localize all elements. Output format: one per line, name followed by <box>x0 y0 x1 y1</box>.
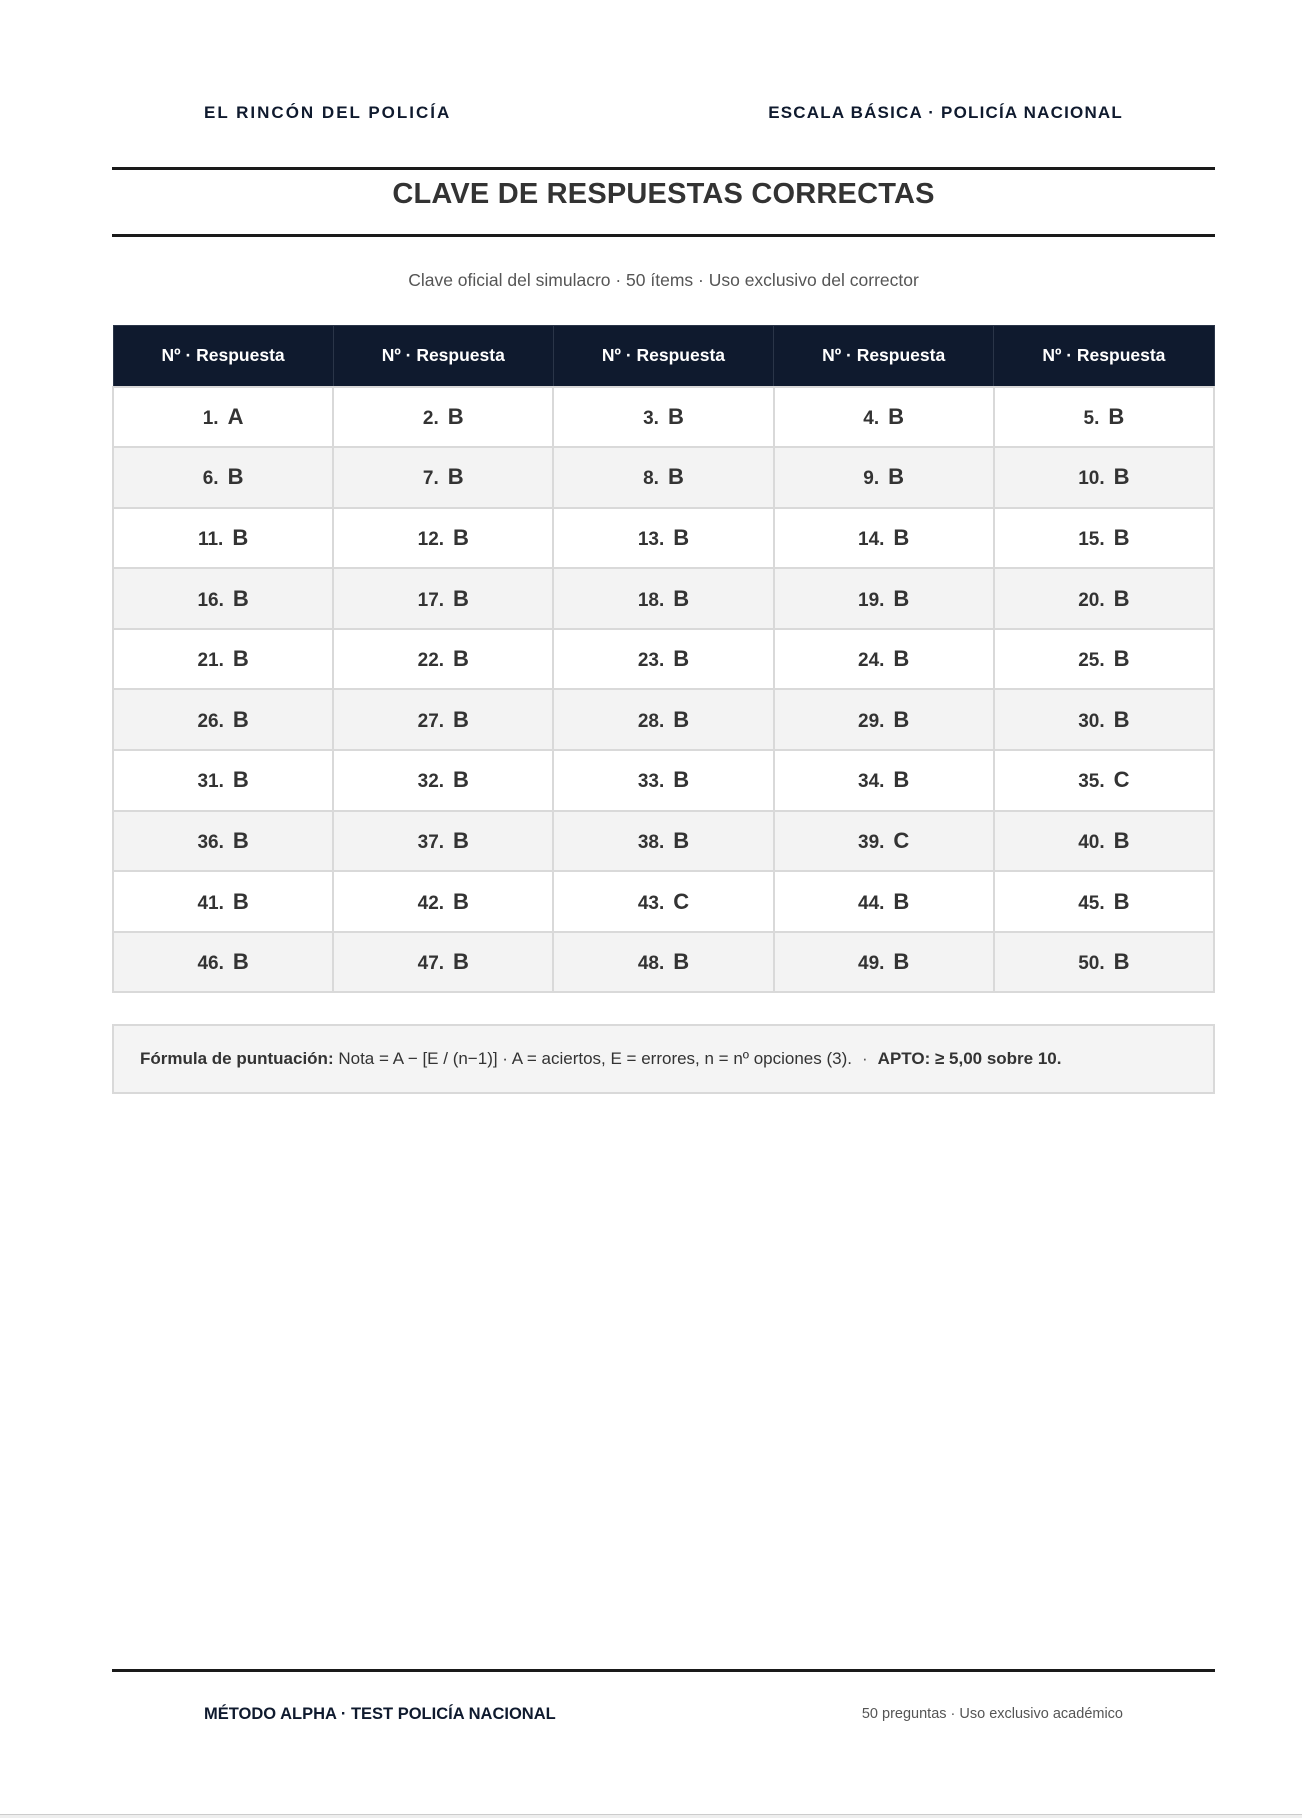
exam-scale: ESCALA BÁSICA · POLICÍA NACIONAL <box>768 103 1123 122</box>
question-number: 40. <box>1078 831 1105 853</box>
answer-cell <box>113 568 333 629</box>
question-number: 7. <box>422 468 439 490</box>
answer-cell <box>774 689 994 750</box>
page-title: CLAVE DE RESPUESTAS CORRECTAS <box>392 178 935 210</box>
question-number: 36. <box>197 831 224 853</box>
answer-cell <box>333 508 553 569</box>
question-number: 2. <box>422 407 439 429</box>
correct-answer: B <box>453 827 469 853</box>
answer-key-table <box>112 325 1215 993</box>
question-number: 15. <box>1078 528 1105 550</box>
scoring-formula-box <box>112 1024 1215 1094</box>
question-number: 12. <box>417 528 445 550</box>
question-number: 48. <box>637 953 665 975</box>
correct-answer: B <box>232 646 249 672</box>
question-number: 11. <box>197 528 224 550</box>
correct-answer: B <box>893 949 910 975</box>
table-body <box>113 387 1214 993</box>
correct-answer: B <box>453 585 469 611</box>
answer-cell <box>333 629 553 690</box>
correct-answer: C <box>1113 767 1130 793</box>
answer-cell <box>333 932 553 993</box>
question-number: 25. <box>1078 650 1105 672</box>
footer-method: MÉTODO ALPHA · TEST POLICÍA NACIONAL <box>204 1704 556 1723</box>
correct-answer: B <box>1113 464 1130 490</box>
answer-cell <box>994 932 1214 993</box>
table-row <box>113 871 1214 932</box>
question-number: 50. <box>1078 953 1105 975</box>
correct-answer: B <box>227 464 244 490</box>
table-header-row <box>113 326 1214 387</box>
viewer-bottom-edge <box>0 1814 1302 1818</box>
correct-answer: B <box>1113 524 1130 550</box>
answer-cell <box>553 508 773 569</box>
correct-answer: B <box>232 767 249 793</box>
answer-cell <box>774 568 994 629</box>
table-row <box>113 508 1214 569</box>
question-number: 38. <box>637 831 665 853</box>
correct-answer: B <box>1113 706 1130 732</box>
question-number: 19. <box>858 589 885 611</box>
correct-answer: B <box>673 767 690 793</box>
question-number: 29. <box>858 710 885 732</box>
answer-cell <box>553 750 773 811</box>
table-row <box>113 568 1214 629</box>
question-number: 37. <box>417 831 445 853</box>
correct-answer: B <box>1113 646 1130 672</box>
correct-answer: B <box>673 585 690 611</box>
answer-cell <box>333 871 553 932</box>
formula-text: Nota = A − [E / (n−1)] · A = aciertos, E = errores, n = nº opciones (3). <box>338 1049 852 1068</box>
question-number: 34. <box>858 771 885 793</box>
question-number: 9. <box>863 468 880 490</box>
answer-cell <box>113 629 333 690</box>
answer-cell <box>553 387 773 448</box>
question-number: 8. <box>643 468 659 490</box>
question-number: 26. <box>197 710 224 732</box>
answer-cell <box>774 932 994 993</box>
answer-cell <box>113 387 333 448</box>
table-row <box>113 932 1214 993</box>
column-header: Nº · Respuesta <box>994 326 1214 387</box>
correct-answer: B <box>232 949 249 975</box>
correct-answer: B <box>453 706 469 732</box>
answer-cell <box>333 568 553 629</box>
question-number: 13. <box>637 528 665 550</box>
table-row <box>113 811 1214 872</box>
question-number: 27. <box>417 710 445 732</box>
question-number: 33. <box>637 771 665 793</box>
question-number: 45. <box>1078 892 1105 914</box>
answer-cell <box>333 750 553 811</box>
question-number: 35. <box>1078 771 1105 793</box>
correct-answer: B <box>232 827 249 853</box>
table-row <box>113 387 1214 448</box>
question-number: 30. <box>1078 710 1105 732</box>
column-header: Nº · Respuesta <box>113 326 333 387</box>
answer-cell <box>994 387 1214 448</box>
question-number: 5. <box>1083 407 1100 429</box>
correct-answer: B <box>1113 949 1130 975</box>
question-number: 44. <box>858 892 885 914</box>
question-number: 4. <box>863 407 880 429</box>
correct-answer: B <box>673 949 690 975</box>
answer-cell <box>994 447 1214 508</box>
question-number: 31. <box>197 771 224 793</box>
answer-cell <box>553 689 773 750</box>
answer-cell <box>333 811 553 872</box>
apto-threshold: APTO: ≥ 5,00 sobre 10. <box>877 1049 1062 1068</box>
correct-answer: B <box>453 949 469 975</box>
question-number: 22. <box>417 650 445 672</box>
correct-answer: B <box>232 706 249 732</box>
answer-cell <box>113 689 333 750</box>
answer-cell <box>774 508 994 569</box>
question-number: 3. <box>643 407 659 429</box>
formula-separator: · <box>862 1049 868 1068</box>
question-number: 49. <box>858 953 885 975</box>
question-number: 39. <box>858 831 885 853</box>
column-header: Nº · Respuesta <box>553 326 773 387</box>
question-number: 41. <box>197 892 224 914</box>
question-number: 24. <box>858 650 885 672</box>
correct-answer: B <box>447 464 464 490</box>
correct-answer: B <box>453 888 469 914</box>
question-number: 6. <box>202 468 219 490</box>
answer-cell <box>113 871 333 932</box>
correct-answer: B <box>893 888 910 914</box>
correct-answer: B <box>1113 585 1130 611</box>
answer-cell <box>994 629 1214 690</box>
formula-label: Fórmula de puntuación: <box>140 1049 334 1068</box>
correct-answer: B <box>232 585 249 611</box>
correct-answer: C <box>893 827 910 853</box>
answer-cell <box>774 811 994 872</box>
answer-cell <box>994 750 1214 811</box>
table-row <box>113 750 1214 811</box>
answer-cell <box>553 568 773 629</box>
column-header: Nº · Respuesta <box>774 326 994 387</box>
answer-cell <box>774 387 994 448</box>
correct-answer: B <box>673 524 690 550</box>
page-subtitle: Clave oficial del simulacro · 50 ítems · Uso exclusivo del corrector <box>408 270 919 290</box>
table-row <box>113 629 1214 690</box>
correct-answer: B <box>667 403 684 429</box>
answer-cell <box>994 508 1214 569</box>
answer-cell <box>333 447 553 508</box>
correct-answer: B <box>893 646 910 672</box>
answer-cell <box>994 689 1214 750</box>
question-number: 23. <box>637 650 665 672</box>
answer-cell <box>333 387 553 448</box>
correct-answer: B <box>232 524 249 550</box>
answer-cell <box>113 447 333 508</box>
correct-answer: B <box>667 464 684 490</box>
answer-cell <box>553 811 773 872</box>
correct-answer: B <box>673 706 690 732</box>
page-header <box>204 101 1123 125</box>
correct-answer: B <box>1108 403 1125 429</box>
answer-cell <box>113 508 333 569</box>
question-number: 46. <box>197 953 224 975</box>
answer-cell <box>553 871 773 932</box>
question-number: 18. <box>637 589 665 611</box>
answer-cell <box>994 811 1214 872</box>
answer-cell <box>774 629 994 690</box>
question-number: 16. <box>197 589 224 611</box>
correct-answer: B <box>673 827 690 853</box>
table-row <box>113 689 1214 750</box>
page-footer <box>204 1703 1123 1725</box>
answer-cell <box>994 568 1214 629</box>
correct-answer: B <box>447 403 464 429</box>
answer-cell <box>553 629 773 690</box>
column-header: Nº · Respuesta <box>333 326 553 387</box>
question-number: 47. <box>417 953 445 975</box>
question-number: 20. <box>1078 589 1105 611</box>
table-row <box>113 447 1214 508</box>
answer-cell <box>553 447 773 508</box>
correct-answer: B <box>888 403 905 429</box>
answer-cell <box>994 871 1214 932</box>
answer-cell <box>113 750 333 811</box>
correct-answer: C <box>673 888 690 914</box>
answer-cell <box>113 932 333 993</box>
correct-answer: B <box>232 888 249 914</box>
correct-answer: B <box>453 524 469 550</box>
correct-answer: B <box>888 464 905 490</box>
question-number: 28. <box>637 710 665 732</box>
question-number: 17. <box>417 589 445 611</box>
correct-answer: B <box>1113 827 1130 853</box>
answer-cell <box>774 447 994 508</box>
question-number: 42. <box>417 892 445 914</box>
question-number: 14. <box>858 528 885 550</box>
correct-answer: B <box>453 646 469 672</box>
answer-cell <box>774 871 994 932</box>
correct-answer: B <box>893 706 910 732</box>
correct-answer: B <box>453 767 469 793</box>
brand-name: EL RINCÓN DEL POLICÍA <box>204 103 452 122</box>
footer-divider <box>112 1669 1215 1672</box>
correct-answer: B <box>1113 888 1130 914</box>
question-number: 32. <box>417 771 445 793</box>
question-number: 10. <box>1078 468 1105 490</box>
question-number: 21. <box>197 650 224 672</box>
answer-cell <box>333 689 553 750</box>
correct-answer: A <box>227 403 244 429</box>
answer-cell <box>553 932 773 993</box>
answer-cell <box>774 750 994 811</box>
title-block <box>112 167 1215 237</box>
correct-answer: B <box>893 524 910 550</box>
answer-cell <box>113 811 333 872</box>
correct-answer: B <box>893 585 910 611</box>
footer-note: 50 preguntas · Uso exclusivo académico <box>861 1706 1123 1722</box>
question-number: 1. <box>202 407 219 429</box>
correct-answer: B <box>673 646 690 672</box>
correct-answer: B <box>893 767 910 793</box>
question-number: 43. <box>637 892 665 914</box>
